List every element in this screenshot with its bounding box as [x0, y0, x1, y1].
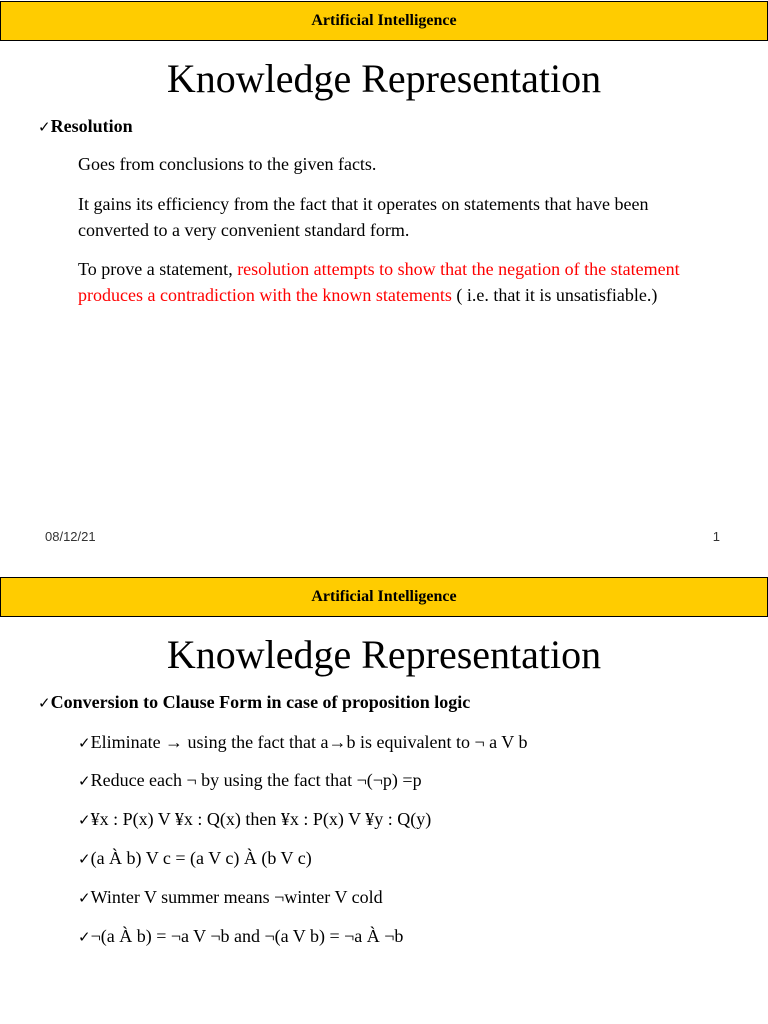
list-item: ✓Winter V summer means ¬winter V cold	[78, 887, 383, 907]
list-item: ✓(a À b) V c = (a V c) À (b V c)	[78, 848, 312, 868]
paragraph-3-highlight: resolution attempts to show that the negation of the statement produces a contradiction with the known statements	[78, 259, 680, 305]
heading-text: Resolution	[50, 116, 133, 136]
section-heading	[38, 691, 470, 714]
slide-title: Knowledge Representation	[166, 632, 602, 677]
paragraph-3-end: ( i.e. that it is unsatisfiable.)	[451, 284, 658, 305]
slide-2	[0, 576, 768, 1024]
paragraph-3	[78, 257, 718, 308]
footer-date: 08/12/21	[45, 529, 96, 544]
slide-title: Knowledge Representation	[166, 56, 602, 101]
paragraph-1: Goes from conclusions to the given facts.	[78, 154, 377, 174]
check-icon: ✓	[38, 694, 51, 712]
banner-text: Artificial Intelligence	[311, 12, 457, 29]
list-item: ✓Reduce each ¬ by using the fact that ¬(¬p) =p	[78, 770, 422, 790]
paragraph-3-intro: To prove a statement,	[78, 259, 238, 279]
list-item: ✓Eliminate → using the fact that a→b is equivalent to ¬ a V b	[78, 732, 528, 752]
list-item: ✓¬(a À b) = ¬a V ¬b and ¬(a V b) = ¬a À ¬b	[78, 926, 404, 946]
heading-text: Conversion to Clause Form in case of proposition logic	[50, 692, 471, 712]
check-icon: ✓	[78, 889, 91, 907]
banner	[0, 1, 768, 41]
check-icon: ✓	[78, 928, 91, 946]
banner-text: Artificial Intelligence	[311, 588, 457, 605]
check-icon: ✓	[78, 850, 91, 868]
list-item: ✓¥x : P(x) V ¥x : Q(x) then ¥x : P(x) V ¥y : Q(y)	[78, 809, 432, 829]
check-icon: ✓	[78, 811, 91, 829]
section-heading	[38, 115, 133, 138]
paragraph-2: It gains its efficiency from the fact that it operates on statements that have been converted to a very convenient standard form.	[78, 194, 649, 240]
check-icon: ✓	[38, 118, 51, 136]
check-icon: ✓	[78, 734, 91, 752]
footer-page-number: 1	[712, 529, 720, 544]
banner	[0, 577, 768, 617]
check-icon: ✓	[78, 772, 91, 790]
